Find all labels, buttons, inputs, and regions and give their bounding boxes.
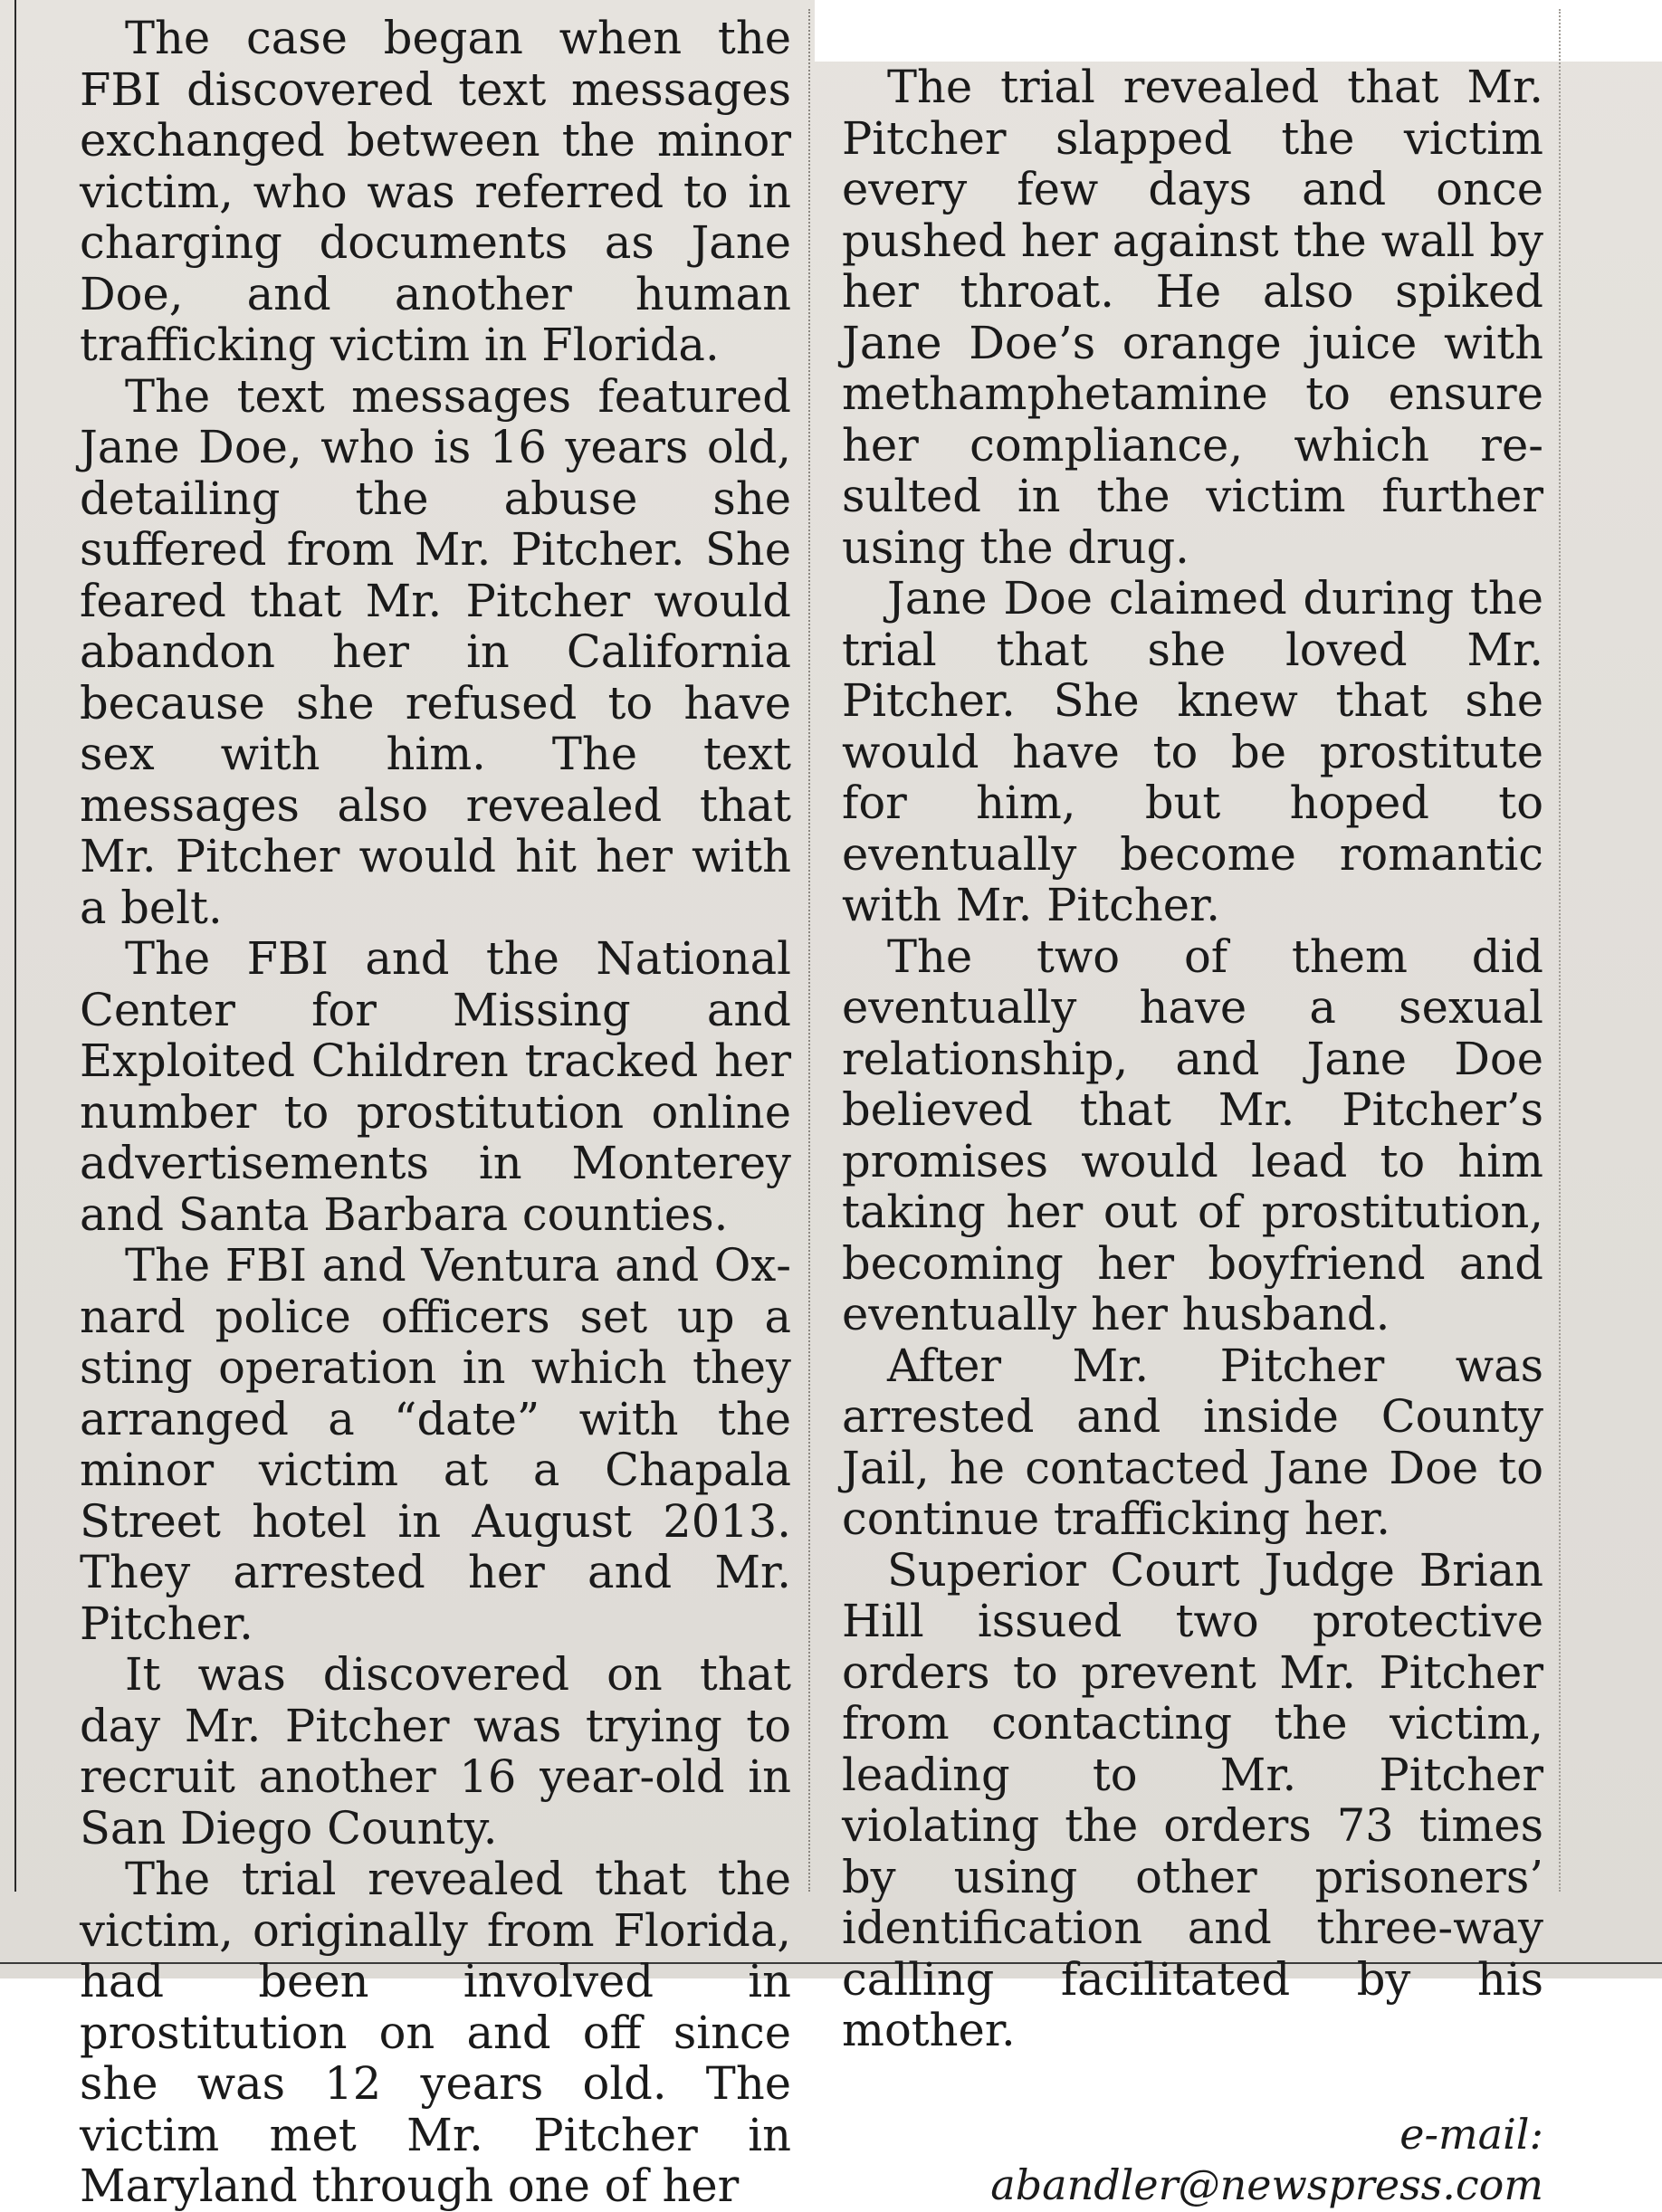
paragraph: The case began when the FBI discovered text messages exchanged between the minor victim, who was referred to in charging documents as Jane Doe, and another human trafficking victim in Florida. bbox=[80, 12, 791, 371]
article-column-left bbox=[80, 13, 791, 2212]
paragraph: The two of them did eventually have a sexual relationship, and Jane Doe believed that Mr. Pitcher’s promises would lead to him taking her out of prostitution, becoming her boyfriend and eventually her husband. bbox=[842, 930, 1543, 1340]
column-separator-right bbox=[1559, 9, 1561, 1892]
paragraph: The trial revealed that the victim, originally from Florida, had been involved in prostitution on and off since she was 12 years old. The victim met Mr. Pitcher in Maryland through one of her bbox=[80, 1853, 791, 2212]
column-separator bbox=[808, 9, 810, 1892]
paragraph: Jane Doe claimed during the trial that she loved Mr. Pitcher. She knew that she would have to be prostitute for him, but hoped to eventually become romantic with Mr. Pitcher. bbox=[842, 572, 1543, 931]
paragraph: The text messages featured Jane Doe, who is 16 years old, detailing the abuse she suffered from Mr. Pitcher. She feared that Mr. Pitcher would abandon her in California because she refused to have sex with him. The text messages also revealed that Mr. Pitcher would hit her with a belt. bbox=[80, 369, 791, 934]
paragraph: After Mr. Pitcher was arrested and inside County Jail, he contacted Jane Doe to continue trafficking her. bbox=[842, 1339, 1543, 1545]
paragraph: Superior Court Judge Brian Hill issued two protective orders to prevent Mr. Pitcher from contacting the victim, leading to Mr. Pitcher violating the orders 73 times by using other prisoners’ identification and three-way calling facilitated by his mother. bbox=[842, 1543, 1543, 2056]
article-column-right bbox=[842, 62, 1543, 2211]
paragraph: The FBI and Ventura and Oxnard police officers set up a sting operation in which they arranged a “date” with the minor victim at a Chapala Street hotel in August 2013. They arrested her and Mr. Pitcher. bbox=[80, 1239, 791, 1650]
paragraph: The FBI and the National Center for Missing and Exploited Children tracked her number to prostitution online advertisements in Monterey and Santa Barbara counties. bbox=[80, 932, 791, 1241]
scan-margin bbox=[815, 0, 1662, 62]
column-rule-left bbox=[14, 0, 16, 1892]
author-email: e-mail: abandler@newspress.com bbox=[990, 2109, 1543, 2209]
paragraph: The trial revealed that Mr. Pitcher slapped the victim every few days and once pushed her against the wall by her throat. He also spiked Jane Doe’s orange juice with methamphetamine to ensure her compliance, which resulted in the victim further using the drug. bbox=[842, 61, 1543, 574]
paragraph: It was discovered on that day Mr. Pitcher was trying to recruit another 16 year-old in San Diego County. bbox=[80, 1648, 791, 1854]
